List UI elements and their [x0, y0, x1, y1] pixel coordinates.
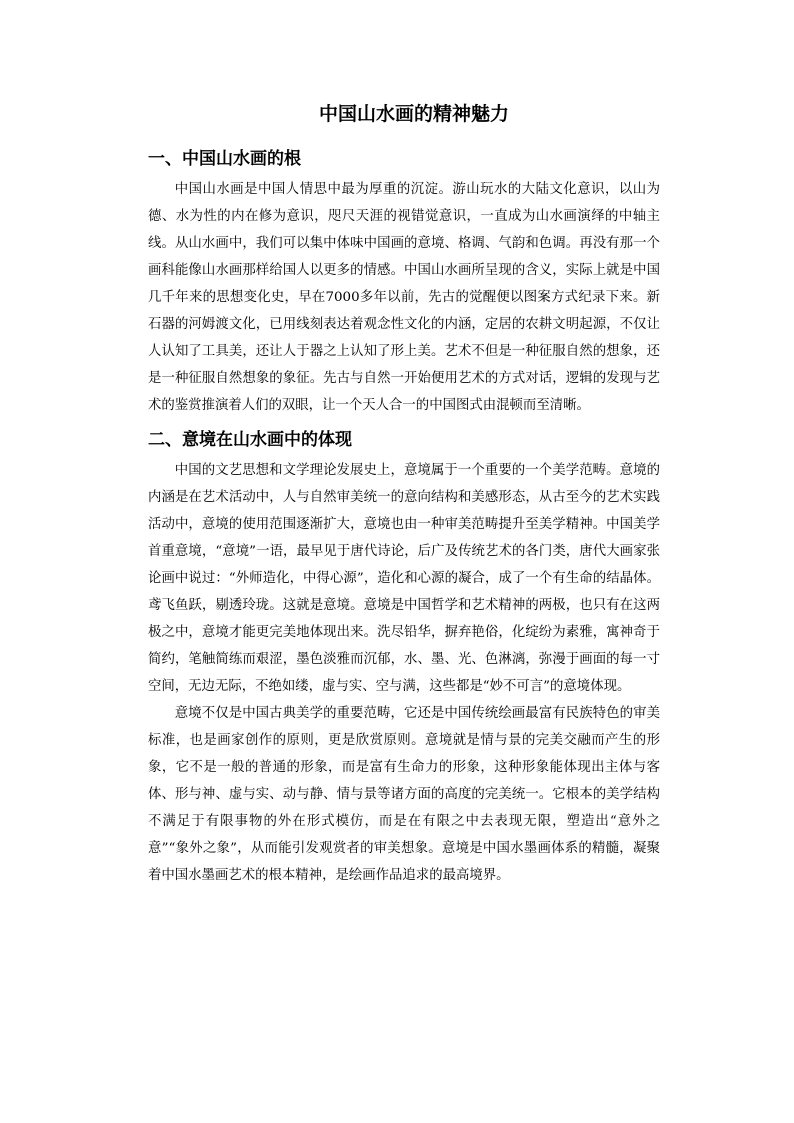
page-title: 中国山水画的精神魅力: [318, 103, 509, 125]
section-heading-artistic-conception: 二、意境在山水画中的体现: [148, 430, 352, 450]
document-page: [148, 100, 660, 889]
section-heading-roots: 一、中国山水画的根: [148, 149, 301, 169]
section-paragraph: 中国山水画是中国人情思中最为厚重的沉淀。游山玩水的大陆文化意识，以山为德、水为性的内在修为意识，咫尺天涯的视错觉意识，一直成为山水画演绎的中轴主线。从山水画中，我们可以集中体味中国画的意境、格调、气韵和色调。再没有那一个画科能像山水画那样给国人以更多的情感。中国山水画所呈现的含义，实际上就是中国几千年来的思想变化史，早在7000多年以前，先古的觉醒便以图案方式纪录下来。新石器的河姆渡文化，已用线刻表达着观念性文化的内涵，定居的农耕文明起源，不仅让人认知了工具美，还让人于器之上认知了形上美。艺术不但是一种征服自然的想象，还是一种征服自然想象的象征。先古与自然一开始便用艺术的方式对话，逻辑的发现与艺术的鉴赏推演着人们的双眼，让一个天人合一的中国图式由混顿而至清晰。: [148, 182, 660, 413]
section-paragraph: 中国的文艺思想和文学理论发展史上，意境属于一个重要的一个美学范畴。意境的内涵是在艺术活动中，人与自然审美统一的意向结构和美感形态，从古至今的艺术实践活动中，意境的使用范围逐渐扩大，意境也由一种审美范畴提升至美学精神。中国美学首重意境，“意境”一语，最早见于唐代诗论，后广及传统艺术的各门类，唐代大画家张论画中说过：“外师造化，中得心源”，造化和心源的凝合，成了一个有生命的结晶体。鸢飞鱼跃，剔透玲珑。这就是意境。意境是中国哲学和艺术精神的两极，也只有在这两极之中，意境才能更完美地体现出来。洗尽铅华，摒弃艳俗，化绽纷为素雅，寓神奇于简约，笔触简练而艰涩，墨色淡雅而沉郁，水、墨、光、色淋漓，弥漫于画面的每一寸空间，无边无际，不绝如缕，虚与实、空与满，这些都是“妙不可言”的意境体现。: [148, 463, 660, 694]
section-paragraph: 意境不仅是中国古典美学的重要范畴，它还是中国传统绘画最富有民族特色的审美标准，也是画家创作的原则，更是欣赏原则。意境就是情与景的完美交融而产生的形象，它不是一般的普通的形象，而是富有生命力的形象，这种形象能体现出主体与客体、形与神、虚与实、动与静、情与景等诸方面的高度的完美统一。它根本的美学结构不满足于有限事物的外在形式模仿，而是在有限之中去表现无限，塑造出“意外之意”“象外之象”，从而能引发观赏者的审美想象。意境是中国水墨画体系的精髓，凝聚着中国水墨画艺术的根本精神，是绘画作品追求的最高境界。: [148, 706, 660, 883]
